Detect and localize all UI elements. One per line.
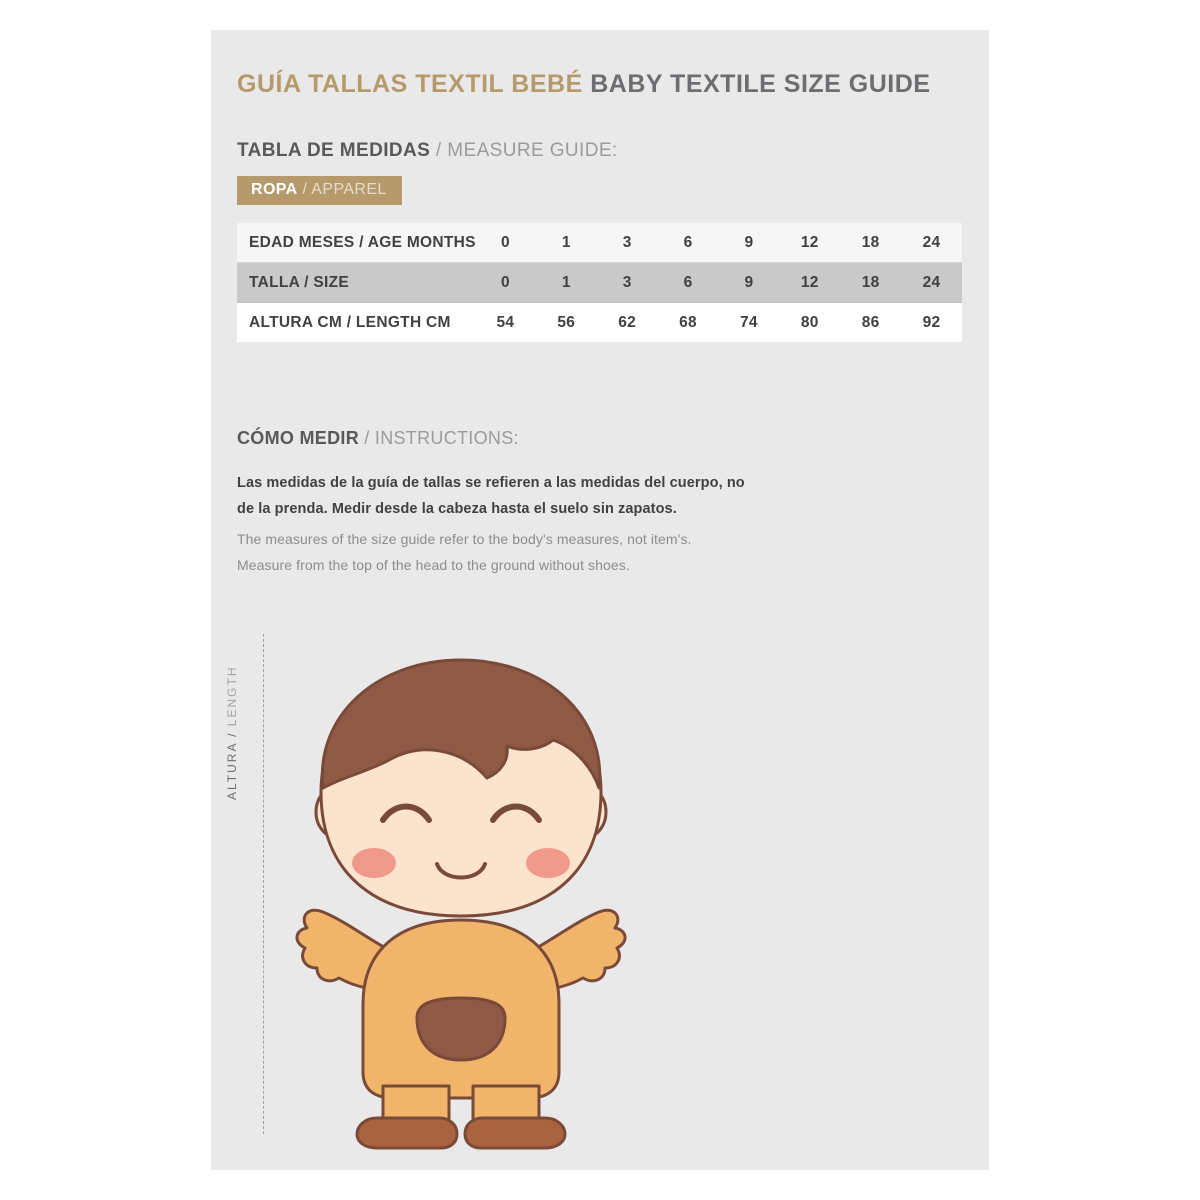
size-guide-content xyxy=(211,30,989,1170)
table-cell: 68 xyxy=(658,303,719,343)
height-axis-label-sep: / xyxy=(225,726,239,743)
table-cell: 54 xyxy=(475,303,536,343)
apparel-tag-label xyxy=(251,181,387,199)
measure-guide-subtitle-en: MEASURE GUIDE: xyxy=(447,140,618,161)
table-cell: 0 xyxy=(475,223,536,263)
table-cell: 24 xyxy=(901,223,962,263)
row-label: EDAD MESES / AGE MONTHS xyxy=(237,223,475,263)
table-cell: 18 xyxy=(840,223,901,263)
apparel-tag-en: APPAREL xyxy=(311,181,387,198)
table-cell: 9 xyxy=(719,223,780,263)
row-label: TALLA / SIZE xyxy=(237,263,475,303)
page-title xyxy=(237,70,930,99)
apparel-tag xyxy=(237,176,402,205)
height-axis-label-en: LENGTH xyxy=(225,665,239,727)
page-title-en: BABY TEXTILE SIZE GUIDE xyxy=(590,70,931,98)
table-cell: 6 xyxy=(658,223,719,263)
table-cell: 86 xyxy=(840,303,901,343)
height-axis-line xyxy=(263,634,265,1134)
table-row xyxy=(237,263,962,303)
table-row xyxy=(237,303,962,343)
table-cell: 12 xyxy=(779,263,840,303)
measure-guide-subtitle-sep: / xyxy=(430,140,448,161)
baby-illustration xyxy=(271,620,751,1150)
height-axis-label-es: ALTURA xyxy=(225,742,239,800)
table-cell: 9 xyxy=(719,263,780,303)
size-guide-page xyxy=(211,30,989,1170)
instructions-en-line-1: The measures of the size guide refer to the body's measures, not item's. xyxy=(237,531,692,547)
instructions-es-line-2: de la prenda. Medir desde la cabeza hasta el suelo sin zapatos. xyxy=(237,501,677,517)
instructions-en-line-2: Measure from the top of the head to the ground without shoes. xyxy=(237,557,630,573)
table-cell: 18 xyxy=(840,263,901,303)
measurements-table xyxy=(237,223,962,342)
table-cell: 92 xyxy=(901,303,962,343)
page-title-es: GUÍA TALLAS TEXTIL BEBÉ xyxy=(237,70,583,98)
table-cell: 1 xyxy=(536,263,597,303)
table-cell: 12 xyxy=(779,223,840,263)
measure-guide-subtitle xyxy=(237,140,618,162)
measure-guide-subtitle-es: TABLA DE MEDIDAS xyxy=(237,140,431,161)
instructions-heading-es: CÓMO MEDIR xyxy=(237,428,359,448)
instructions-body xyxy=(237,470,757,578)
height-axis-label xyxy=(225,666,239,801)
apparel-tag-sep: / xyxy=(297,181,312,198)
table-cell: 3 xyxy=(597,263,658,303)
row-label: ALTURA CM / LENGTH CM xyxy=(237,303,475,343)
table-cell: 0 xyxy=(475,263,536,303)
instructions-heading xyxy=(237,428,519,449)
table-row xyxy=(237,223,962,263)
table-cell: 1 xyxy=(536,223,597,263)
table-cell: 3 xyxy=(597,223,658,263)
table-cell: 74 xyxy=(719,303,780,343)
instructions-heading-sep: / xyxy=(359,428,375,448)
table-cell: 62 xyxy=(597,303,658,343)
table-cell: 24 xyxy=(901,263,962,303)
table-cell: 80 xyxy=(779,303,840,343)
table-cell: 56 xyxy=(536,303,597,343)
instructions-heading-en: INSTRUCTIONS: xyxy=(374,428,519,448)
table-cell: 6 xyxy=(658,263,719,303)
instructions-es-line-1: Las medidas de la guía de tallas se refieren a las medidas del cuerpo, no xyxy=(237,475,745,491)
apparel-tag-es: ROPA xyxy=(251,181,298,198)
